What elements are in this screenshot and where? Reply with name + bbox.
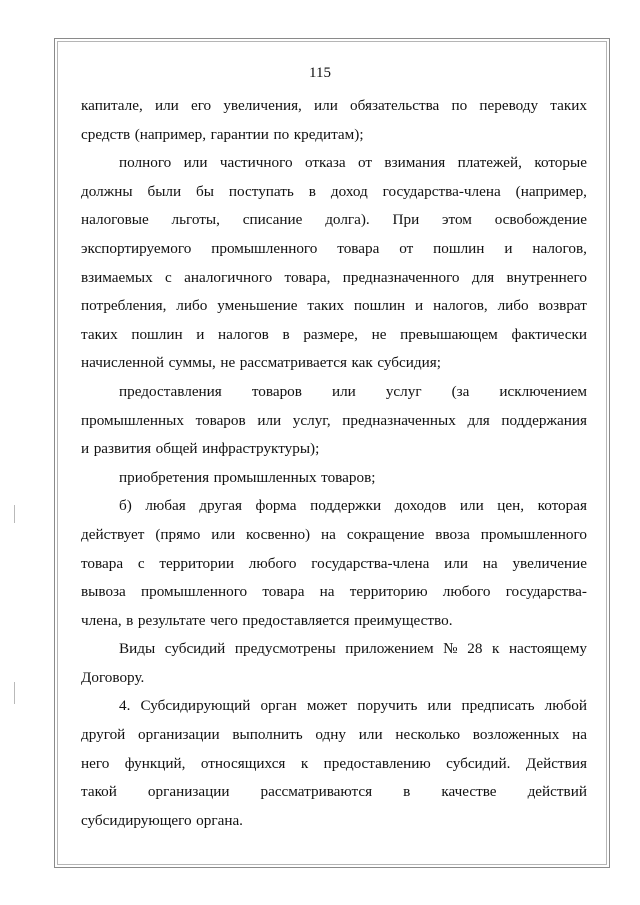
word: были [147,182,182,200]
word: государства-члена [311,554,430,572]
word: предписать [461,697,535,715]
word: переводу [479,97,539,114]
word: Договору. [81,668,145,686]
word: рассматривается [239,354,347,372]
word: налогов, [433,297,488,315]
word: предоставляется [242,611,350,629]
word: налоговые [81,211,149,229]
word: Субсидирующий [140,697,251,715]
word: любого [248,554,297,572]
word: относящихся [200,754,286,772]
word: доход [330,182,368,200]
word: в [403,783,411,801]
word: внутреннего [506,268,587,286]
text-line [81,521,587,550]
word: субсидий [164,640,226,658]
word: приобретения [119,468,210,486]
word: пошлин [353,297,406,315]
word: качестве [441,783,497,801]
word: рассматриваются [260,783,373,801]
word: по [451,97,468,114]
word: предназначенного [342,268,460,286]
word: долга). [325,211,370,229]
word: настоящему [508,640,587,658]
word: увеличение [512,554,587,572]
word: любая [145,497,186,515]
scan-mark [14,682,15,704]
word: косвенно) [246,525,311,543]
word: (за [451,382,470,400]
word: товара [81,554,124,572]
word: государства-члена [382,182,501,200]
word: несколько [395,726,461,744]
word: чего [210,611,238,629]
text-line [81,435,587,464]
text-line [81,464,587,493]
word: списание [242,211,303,229]
word: налогов, [532,239,587,257]
word: организации [138,726,220,744]
text-line [81,407,587,436]
word: для [471,268,495,286]
word: гарантии [210,125,269,143]
text-line [81,692,587,721]
word: функций, [124,754,186,772]
word: аналогичного [184,268,273,286]
word: взимания [384,154,446,172]
text-line [81,264,587,293]
text-line [81,121,587,150]
word: поступать [228,182,294,200]
word: полного [119,154,172,172]
word: не [371,325,387,343]
word: исключением [499,382,587,400]
word: товаров; [321,468,376,486]
word: другой [81,726,126,744]
word: льготы, [171,211,220,229]
word: Действия [525,754,587,772]
word: преимущество. [354,611,453,629]
word: действует [81,525,145,543]
word: капитале, [81,97,143,114]
word: которая [537,497,587,515]
word: вывоза [81,583,126,601]
word: или [257,411,282,429]
word: 28 [467,640,483,658]
text-line [81,292,587,321]
word: пошлин [131,325,183,343]
word: обязательства [350,97,440,114]
word: предусмотрены [234,640,336,658]
word: фактически [511,325,587,343]
word: члена, [81,611,122,629]
word: услуг, [292,411,331,429]
word: любой [544,697,587,715]
text-line [81,607,587,636]
word: результате [137,611,206,629]
word: или [444,554,468,572]
word: услуг [385,382,422,400]
word: и [415,297,424,315]
text-line [81,578,587,607]
word: и [504,239,513,257]
word: организации [147,783,230,801]
word: приложением [345,640,434,658]
word: предоставления [119,382,222,400]
word: промышленного [480,525,587,543]
text-line [81,807,587,836]
word: или [314,97,338,114]
word: или [154,97,179,114]
word: превышающем [400,325,498,343]
word: субсидия; [377,354,441,372]
word: к [300,754,309,772]
text-line [81,550,587,579]
text-line [81,492,587,521]
word: и [196,325,205,343]
word: или [183,154,208,172]
word: от [399,239,414,257]
word: размере, [303,325,358,343]
word: экспортируемого [81,239,192,257]
word: промышленного [211,239,318,257]
word: него [81,754,110,772]
word: субсидий. [446,754,511,772]
word: поддержания [501,411,587,429]
word: доходов [394,497,447,515]
word: (например, [134,125,207,143]
word: государства- [505,583,587,601]
text-line [81,235,587,264]
word: взимаемых [81,268,153,286]
word: и [81,440,90,458]
word: с [165,268,172,286]
text-line [81,149,587,178]
word: либо [497,297,529,315]
word: предоставлению [323,754,431,772]
word: уменьшение [217,297,298,315]
word: на [482,554,498,572]
word: такой [81,783,117,801]
word: к [492,640,500,658]
word: на [319,583,335,601]
word: на [321,525,336,543]
word: цен, [497,497,525,515]
word: бы [196,182,214,200]
word: территорию [349,583,428,601]
word: форма [255,497,297,515]
word: 4. [119,697,131,715]
word: пошлин [433,239,485,257]
word: (прямо [155,525,201,543]
word: в [126,611,134,629]
body-text [81,92,587,835]
word: его [190,97,212,114]
word: промышленных [81,411,184,429]
word: товара, [284,268,331,286]
word: поручить [357,697,418,715]
word: ввоза [435,525,470,543]
word: как [351,354,373,372]
word: отказа [304,154,346,172]
word: Виды [119,640,156,658]
word: в [282,325,290,343]
word: или [331,382,356,400]
word: может [306,697,348,715]
word: или [427,697,452,715]
word: общей [155,440,198,458]
word: товара [337,239,380,257]
word: потребления, [81,297,167,315]
text-line [81,778,587,807]
word: б) [119,497,132,515]
word: частичного [219,154,293,172]
word: одну [315,726,346,744]
word: При [392,211,420,229]
word: средств [81,125,131,143]
word: предназначенных [342,411,456,429]
word: товаров [195,411,246,429]
text-line [81,664,587,693]
word: промышленного [141,583,248,601]
word: или [358,726,383,744]
word: таких [307,297,344,315]
word: территории [159,554,234,572]
text-line [81,206,587,235]
word: субсидирующего [81,811,192,829]
word: инфраструктуры); [202,440,320,458]
word: в [308,182,316,200]
word: на [572,726,587,744]
word: или [459,497,484,515]
word: товаров [251,382,302,400]
word: или [211,525,236,543]
word: для [467,411,490,429]
word: либо [176,297,208,315]
word: орган [260,697,297,715]
word: не [220,354,236,372]
word: начисленной [81,354,165,372]
text-line [81,378,587,407]
page-number: 115 [309,65,331,81]
word: суммы, [168,354,216,372]
word: увеличения, [223,97,302,114]
word: любого [442,583,491,601]
word: промышленных [213,468,317,486]
word: развития [93,440,152,458]
word: этом [442,211,472,229]
word: с [137,554,145,572]
word: № [443,640,458,658]
word: возврат [538,297,587,315]
word: действий [527,783,587,801]
word: таких [550,97,587,114]
word: платежей, [457,154,522,172]
word: товара [262,583,305,601]
text-line [81,721,587,750]
word: таких [81,325,118,343]
word: освобождение [494,211,587,229]
word: (например, [515,182,587,200]
word: по [273,125,290,143]
word: должны [81,182,133,200]
text-line [81,750,587,779]
text-line [81,178,587,207]
text-line [81,349,587,378]
word: налогов [218,325,269,343]
word: поддержки [310,497,382,515]
word: которые [534,154,587,172]
scan-mark [14,505,15,523]
text-line [81,635,587,664]
text-line [81,92,587,121]
word: выполнить [232,726,303,744]
word: возложенных [472,726,560,744]
word: сокращение [346,525,425,543]
text-line [81,321,587,350]
word: другая [199,497,242,515]
word: от [358,154,373,172]
word: органа. [196,811,243,829]
word: кредитам); [293,125,364,143]
